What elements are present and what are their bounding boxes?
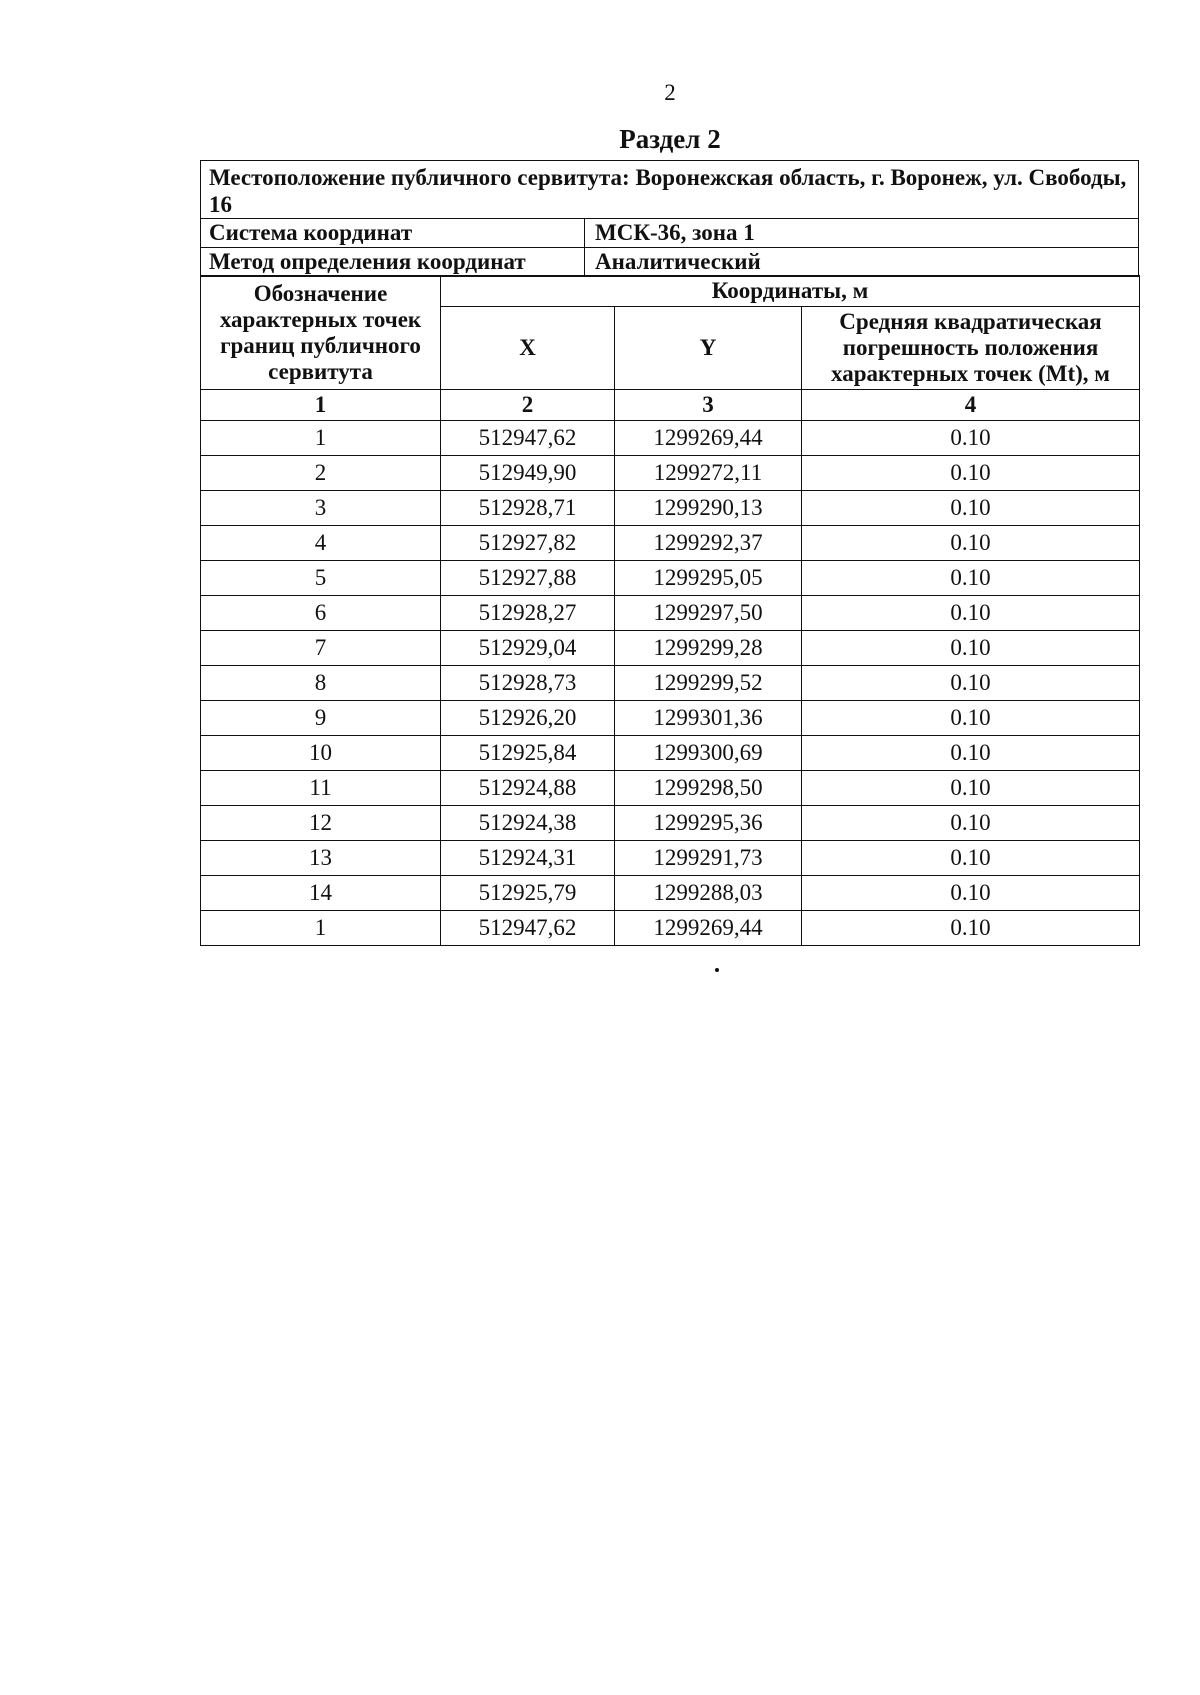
point-cell: 1 (201, 911, 441, 946)
y-header: Y (615, 307, 802, 390)
table-row (201, 631, 1140, 666)
section-title: Раздел 2 (619, 124, 721, 154)
column-number: 3 (615, 390, 802, 421)
mt-cell: 0.10 (802, 561, 1140, 596)
x-cell: 512949,90 (441, 456, 615, 491)
table-row (201, 736, 1140, 771)
point-cell: 11 (201, 771, 441, 806)
coordinates-body (201, 421, 1140, 946)
column-number: 2 (441, 390, 615, 421)
table-row (201, 421, 1140, 456)
table-row (201, 911, 1140, 946)
point-cell: 10 (201, 736, 441, 771)
x-cell: 512947,62 (441, 911, 615, 946)
mt-cell: 0.10 (802, 876, 1140, 911)
x-cell: 512925,79 (441, 876, 615, 911)
y-cell: 1299272,11 (615, 456, 802, 491)
point-cell: 7 (201, 631, 441, 666)
y-cell: 1299295,36 (615, 806, 802, 841)
coordinates-header: Координаты, м (441, 276, 1140, 307)
mt-cell: 0.10 (802, 911, 1140, 946)
y-cell: 1299297,50 (615, 596, 802, 631)
x-header: X (441, 307, 615, 390)
table-row (201, 491, 1140, 526)
point-cell: 9 (201, 701, 441, 736)
column-number: 4 (802, 390, 1140, 421)
table-row (201, 561, 1140, 596)
table-row (201, 596, 1140, 631)
mt-cell: 0.10 (802, 456, 1140, 491)
table-row (201, 666, 1140, 701)
y-cell: 1299288,03 (615, 876, 802, 911)
point-cell: 12 (201, 806, 441, 841)
y-cell: 1299295,05 (615, 561, 802, 596)
mt-cell: 0.10 (802, 736, 1140, 771)
point-cell: 2 (201, 456, 441, 491)
x-cell: 512924,88 (441, 771, 615, 806)
y-cell: 1299290,13 (615, 491, 802, 526)
page-number: 2 (664, 80, 676, 105)
x-cell: 512928,27 (441, 596, 615, 631)
mt-cell: 0.10 (802, 666, 1140, 701)
column-number: 1 (201, 390, 441, 421)
method-label: Метод определения координат (201, 248, 585, 276)
coordinates-table (200, 275, 1140, 946)
y-cell: 1299299,52 (615, 666, 802, 701)
x-cell: 512929,04 (441, 631, 615, 666)
x-cell: 512928,73 (441, 666, 615, 701)
mt-cell: 0.10 (802, 841, 1140, 876)
info-box (200, 160, 1139, 277)
x-cell: 512924,31 (441, 841, 615, 876)
point-cell: 3 (201, 491, 441, 526)
table-row (201, 701, 1140, 736)
table-row (201, 841, 1140, 876)
table-row (201, 526, 1140, 561)
scan-dot (715, 968, 719, 972)
point-cell: 13 (201, 841, 441, 876)
method-row (201, 248, 1138, 276)
table-row (201, 876, 1140, 911)
location-row (201, 161, 1138, 219)
mt-cell: 0.10 (802, 421, 1140, 456)
mt-cell: 0.10 (802, 526, 1140, 561)
point-cell: 4 (201, 526, 441, 561)
table-row (201, 806, 1140, 841)
coordinate-system-value: МСК-36, зона 1 (595, 220, 755, 245)
table-row (201, 456, 1140, 491)
coordinate-system-row (201, 219, 1138, 248)
y-cell: 1299299,28 (615, 631, 802, 666)
method-value: Аналитический (595, 249, 761, 274)
y-cell: 1299291,73 (615, 841, 802, 876)
point-cell: 8 (201, 666, 441, 701)
x-cell: 512924,38 (441, 806, 615, 841)
mt-cell: 0.10 (802, 771, 1140, 806)
y-cell: 1299300,69 (615, 736, 802, 771)
mt-cell: 0.10 (802, 596, 1140, 631)
x-cell: 512926,20 (441, 701, 615, 736)
mt-cell: 0.10 (802, 631, 1140, 666)
point-header: Обозначение характерных точек границ публичного сервитута (201, 276, 441, 390)
y-cell: 1299269,44 (615, 421, 802, 456)
y-cell: 1299292,37 (615, 526, 802, 561)
y-cell: 1299298,50 (615, 771, 802, 806)
x-cell: 512927,82 (441, 526, 615, 561)
x-cell: 512928,71 (441, 491, 615, 526)
coordinate-system-label: Система координат (201, 219, 585, 247)
table-row (201, 771, 1140, 806)
x-cell: 512927,88 (441, 561, 615, 596)
location-text: Местоположение публичного сервитута: Воронежская область, г. Воронеж, ул. Свободы, 16 (209, 165, 1127, 217)
point-cell: 1 (201, 421, 441, 456)
point-cell: 6 (201, 596, 441, 631)
point-cell: 5 (201, 561, 441, 596)
mt-cell: 0.10 (802, 701, 1140, 736)
mt-cell: 0.10 (802, 806, 1140, 841)
point-cell: 14 (201, 876, 441, 911)
y-cell: 1299269,44 (615, 911, 802, 946)
error-header: Средняя квадратическая погрешность положения характерных точек (Mt), м (802, 307, 1140, 390)
y-cell: 1299301,36 (615, 701, 802, 736)
x-cell: 512925,84 (441, 736, 615, 771)
x-cell: 512947,62 (441, 421, 615, 456)
mt-cell: 0.10 (802, 491, 1140, 526)
